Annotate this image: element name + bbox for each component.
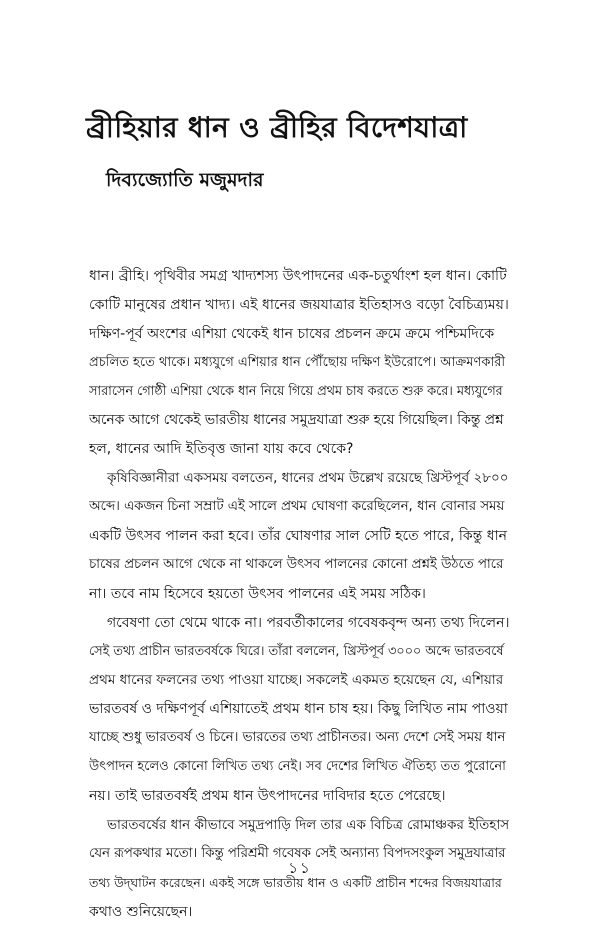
text-line: একটি উৎসব পালন করা হবে। তাঁর ঘোষণার সাল সেটি হতে পারে, কিন্তু ধান bbox=[89, 528, 508, 545]
text-line: প্রচলিত হতে থাকে। মধ্যযুগে এশিয়ার ধান পৌঁছোয় দক্ষিণ ইউরোপে। আক্রমণকারী bbox=[89, 354, 506, 370]
text-line: ধান। ব্রীহি। পৃথিবীর সমগ্র খাদ্যশস্য উৎপাদনের এক-চতুর্থাংশ হল ধান। কোটি bbox=[89, 268, 507, 284]
text-line: যেন রূপকথার মতো। কিন্তু পরিশ্রমী গবেষক সেই অন্যান্য বিপদসংকুল সমুদ্রযাত্রার bbox=[89, 845, 506, 861]
text-line: গবেষণা তো থেমে থাকে না। পরবর্তীকালের গবেষকবৃন্দ অন্য তথ্য দিলেন। bbox=[107, 614, 509, 631]
text-line: যাচ্ছে শুধু ভারতবর্ষ ও চিনে। ভারতের তথ্য প্রাচীনতর। অন্য দেশে সেই সময় ধান bbox=[89, 730, 506, 746]
chapter-title: ব্রীহিয়ার ধান ও ব্রীহির বিদেশযাত্রা bbox=[86, 111, 468, 144]
text-line: না। তবে নাম হিসেবে হয়তো উৎসব পালনের এই সময় সঠিক। bbox=[89, 585, 426, 602]
text-line: ভারতবর্ষ ও দক্ষিণপূর্ব এশিয়াতেই প্রথম ধান চাষ হয়। কিছু লিখিত নাম পাওয়া bbox=[89, 701, 508, 718]
text-line: সারাসেন গোষ্ঠী এশিয়া থেকে ধান নিয়ে গিয়ে প্রথম চাষ করতে শুরু করে। মধ্যযুগের bbox=[89, 383, 503, 399]
text-line: কৃষিবিজ্ঞানীরা একসময় বলতেন, ধানের প্রথম উল্লেখ রয়েছে খ্রিস্টপূর্ব ২৮০০ bbox=[107, 470, 509, 487]
text-line: সেই তথ্য প্রাচীন ভারতবর্ষকে ঘিরে। তাঁরা বললেন, খ্রিস্টপূর্ব ৩০০০ অব্দে ভারতবর্ষে bbox=[89, 643, 504, 659]
text-line: কোটি মানুষের প্রধান খাদ্য। এই ধানের জয়যাত্রার ইতিহাসও বড়ো বৈচিত্র্যময়। bbox=[89, 296, 509, 313]
text-line: অব্দে। একজন চিনা সম্রাট এই সালে প্রথম ঘোষণা করেছিলেন, ধান বোনার সময় bbox=[89, 499, 505, 515]
body-text bbox=[89, 262, 509, 926]
text-line: প্রথম ধানের ফলনের তথ্য পাওয়া যাচ্ছে। সকলেই একমত হয়েছেন যে, এশিয়ার bbox=[89, 672, 504, 689]
text-line: তথ্য উদ্‌ঘাটন করেছেন। একই সঙ্গে ভারতীয় ধান ও একটি প্রাচীন শব্দের বিজয়যাত্রার bbox=[89, 874, 502, 890]
text-line: হল, ধানের আদি ইতিবৃত্ত জানা যায় কবে থেকে? bbox=[89, 441, 354, 458]
text-line: উৎপাদন হলেও কোনো লিখিত তথ্য নেই। সব দেশের লিখিত ঐতিহ্য তত পুরোনো bbox=[89, 759, 506, 775]
text-line: অনেক আগে থেকেই ভারতীয় ধানের সমুদ্রযাত্রা শুরু হয়ে গিয়েছিল। কিন্তু প্রশ্ন bbox=[89, 412, 504, 429]
text-line: ভারতবর্ষের ধান কীভাবে সমুদ্রপাড়ি দিল তার এক বিচিত্র রোমাঞ্চকর ইতিহাস bbox=[107, 816, 509, 833]
text-line: দক্ষিণ-পূর্ব অংশের এশিয়া থেকেই ধান চাষের প্রচলন ক্রমে ক্রমে পশ্চিমদিকে bbox=[89, 325, 495, 342]
page-number: ১১ bbox=[288, 859, 312, 877]
text-line: চাষের প্রচলন আগে থেকে না থাকলে উৎসব পালনের কোনো প্রশ্নই উঠতে পারে bbox=[89, 556, 504, 572]
author-name: দিব্যজ্যোতি মজুমদার bbox=[106, 169, 264, 191]
text-line: কথাও শুনিয়েছেন। bbox=[89, 903, 193, 920]
text-line: নয়। তাই ভারতবর্ষই প্রথম ধান উৎপাদনের দাবিদার হতে পেরেছে। bbox=[89, 788, 446, 805]
